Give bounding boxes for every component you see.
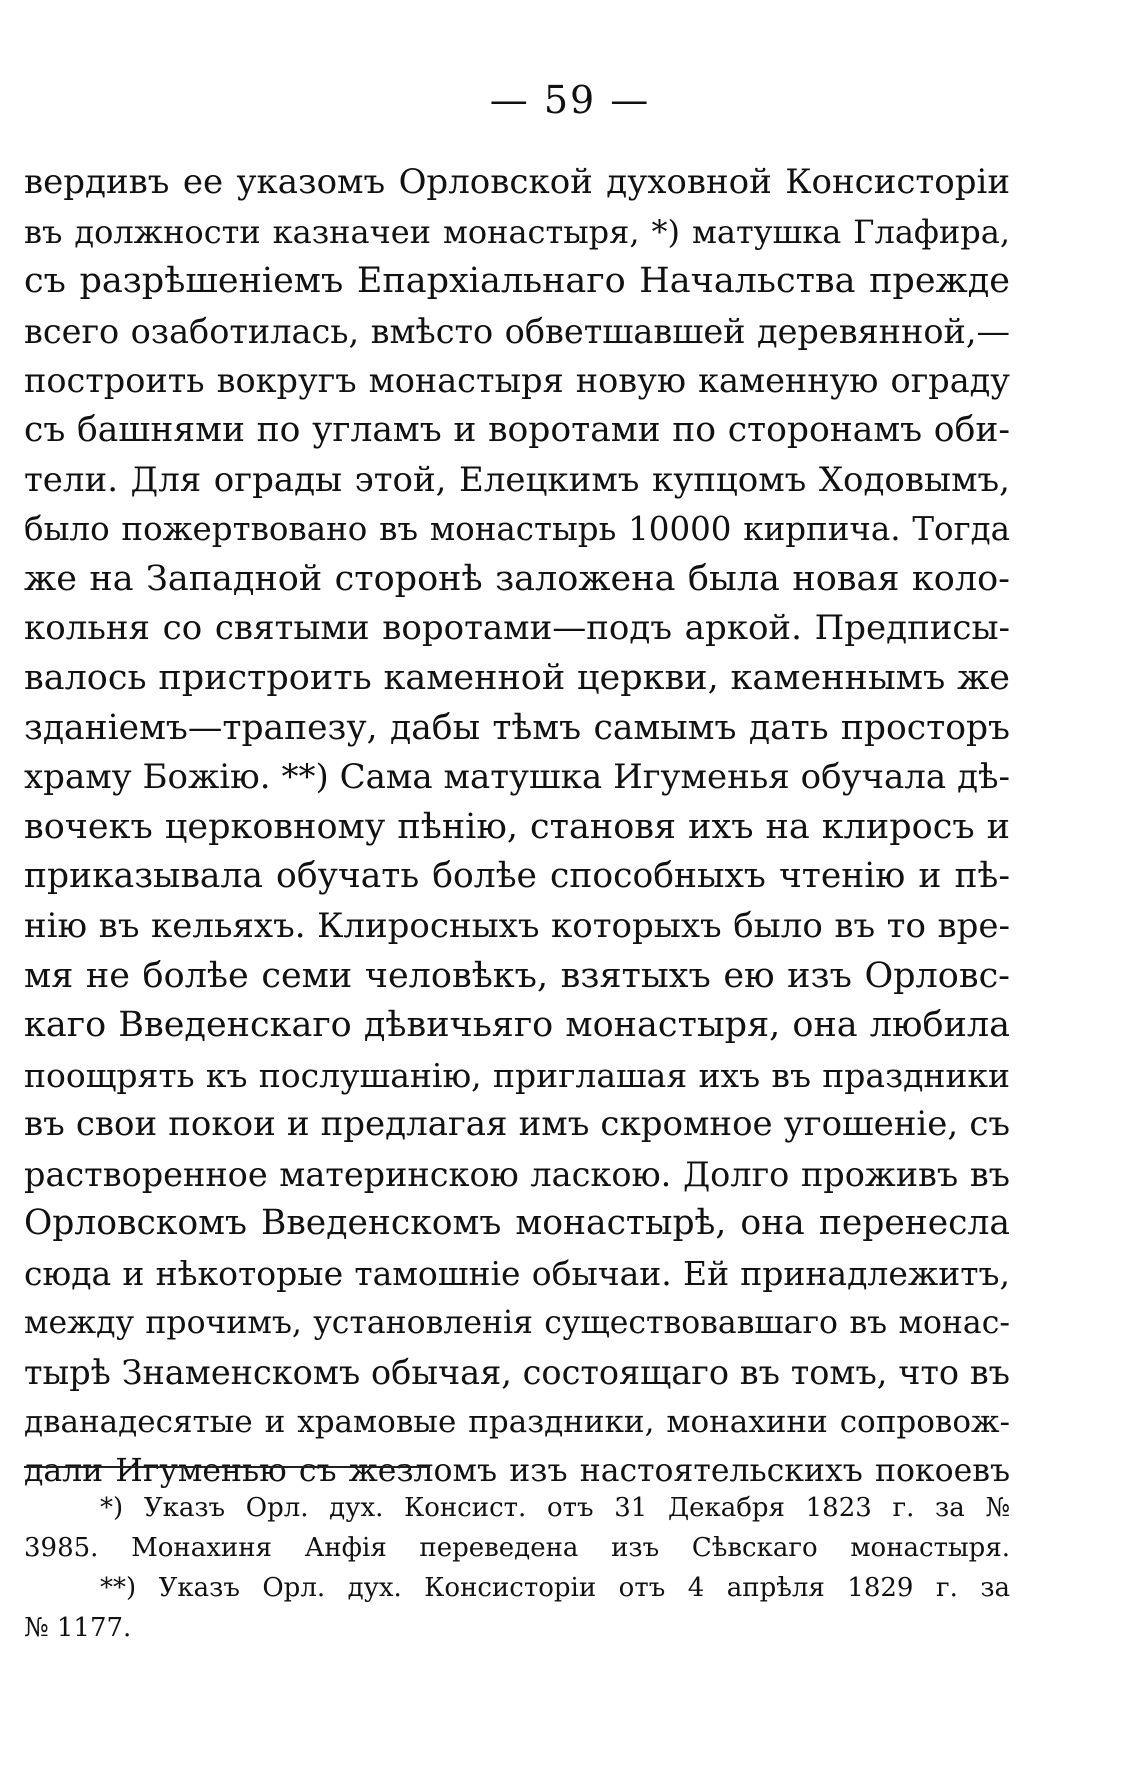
text-line: всего озаботилась, вмѣсто обветшавшей деревянной,— [24, 311, 1010, 351]
text-line: же на Западной сторонѣ заложена была новая коло- [24, 558, 1010, 599]
footnote-line: № 1177. [24, 1613, 132, 1643]
text-line: съ разрѣшеніемъ Епархіальнаго Начальства прежде [24, 261, 1010, 302]
text-line: растворенное материнскою ласкою. Долго проживъ въ [24, 1154, 1010, 1194]
footnote-line: **) Указъ Орл. дух. Консисторіи отъ 4 апрѣля 1829 г. за [100, 1573, 1010, 1603]
text-line: тели. Для ограды этой, Елецкимъ купцомъ Ходовымъ, [24, 459, 1010, 500]
text-line: въ свои покои и предлагая имъ скромное угошеніе, съ [24, 1104, 1010, 1145]
text-line: нію въ кельяхъ. Клиросныхъ которыхъ было въ то вре- [24, 905, 1010, 946]
text-line: дали Игуменью съ жезломъ изъ настоятельскихъ покоевъ [24, 1453, 1010, 1490]
text-line: построить вокругъ монастыря новую каменную ограду [24, 361, 1010, 401]
text-line: поощрять къ послушанію, приглашая ихъ въ праздники [24, 1055, 1010, 1095]
text-line: каго Введенскаго дѣвичьяго монастыря, она любила [24, 1005, 1010, 1046]
text-line: дванадесятые и храмовые праздники, монахини сопровож- [24, 1403, 1010, 1440]
footnote-line: 3985. Монахиня Анфія переведена изъ Сѣвскаго монастыря. [24, 1533, 1010, 1563]
text-line: храму Божію. **) Сама матушка Игуменья обучала дѣ- [24, 757, 1010, 798]
text-line: съ башнями по угламъ и воротами по сторонамъ оби- [24, 409, 1010, 450]
text-line: мя не болѣе семи человѣкъ, взятыхъ ею изъ Орловс- [24, 955, 1010, 996]
page-number: — 59 — [489, 78, 651, 122]
text-line: Орловскомъ Введенскомъ монастырѣ, она перенесла [24, 1203, 1010, 1244]
text-line: кольня со святыми воротами—подъ аркой. Предписы- [24, 608, 1010, 649]
body-text [24, 158, 1010, 1497]
text-line: вочекъ церковному пѣнію, становя ихъ на клиросъ и [24, 806, 1010, 847]
text-line: сюда и нѣкоторые тамошніе обычаи. Ей принадлежитъ, [24, 1254, 1010, 1294]
text-line: тырѣ Знаменскомъ обычая, состоящаго въ томъ, что въ [24, 1353, 1010, 1393]
text-line: приказывала обучать болѣе способныхъ чтенію и пѣ- [24, 856, 1010, 897]
text-line: было пожертвовано въ монастырь 10000 кирпича. Тогда [24, 510, 1010, 549]
footnote-line: *) Указъ Орл. дух. Консист. отъ 31 Декабря 1823 г. за № [100, 1493, 1010, 1523]
footnotes [24, 1488, 1010, 1648]
text-line: вердивъ ее указомъ Орловской духовной Консисторіи [24, 162, 1010, 202]
text-line: между прочимъ, установленія существовавшаго въ монас- [24, 1304, 1010, 1341]
text-line: зданіемъ—трапезу, дабы тѣмъ самымъ дать просторъ [24, 707, 1010, 748]
footnote-divider [24, 1466, 430, 1468]
text-line: въ должности казначеи монастыря, *) матушка Глафира, [24, 212, 1010, 251]
text-line: валось пристроить каменной церкви, каменнымъ же [24, 657, 1010, 698]
